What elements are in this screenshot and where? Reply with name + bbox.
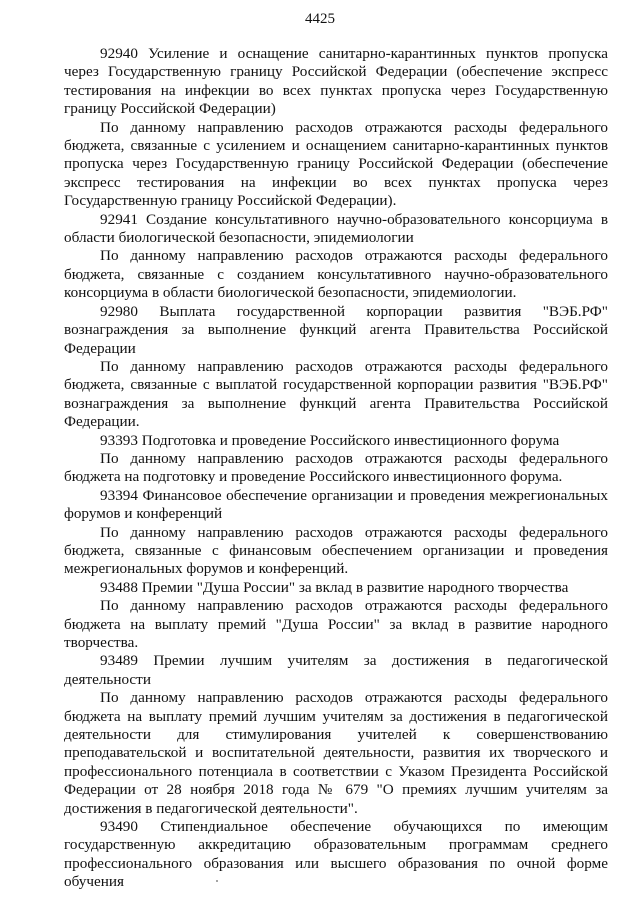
expense-description-93489: По данному направлению расходов отражаются расходы федерального бюджета на выплату премий лучшим учителям за достижения в педагогической деятельности для стимулирования учителей к совершенствованию преподавательской и воспитательной деятельности, развития их творческого и профессионального потенциала в соответствии с Указом Президента Российской Федерации от 28 ноября 2018 года № 679 "О премиях лучшим учителям за достижения в педагогической деятельности". xyxy=(64,689,608,817)
expense-code-title-93393: 93393 Подготовка и проведение Российского инвестиционного форума xyxy=(100,431,560,449)
expense-code-title-92941: 92941 Создание консультативного научно-образовательного консорциума в области биологической безопасности, эпидемиологии xyxy=(64,210,608,247)
expense-description-93488: По данному направлению расходов отражаются расходы федерального бюджета на выплату премий "Душа России" за вклад в развитие народного творчества. xyxy=(64,597,608,651)
expense-description-92980: По данному направлению расходов отражаются расходы федерального бюджета, связанные с выплатой государственной корпорации развития "ВЭБ.РФ" вознаграждения за выполнение функций агента Правительства Российской Федерации. xyxy=(64,357,608,431)
page-number: 4425 xyxy=(305,11,335,27)
expense-code-title-92940: 92940 Усиление и оснащение санитарно-карантинных пунктов пропуска через Государственную границу Российской Федерации (обеспечение экспресс тестирования на инфекции во всех пунктах пропуска через Государственную границу Российской Федерации) xyxy=(64,45,608,118)
expense-code-title-93489: 93489 Премии лучшим учителям за достижения в педагогической деятельности xyxy=(64,652,608,688)
expense-description-93394: По данному направлению расходов отражаются расходы федерального бюджета, связанные с финансовым обеспечением организации и проведения межрегиональных форумов и конференций. xyxy=(64,523,608,578)
expense-code-title-93394: 93394 Финансовое обеспечение организации и проведения межрегиональных форумов и конференций xyxy=(64,486,608,523)
expense-code-title-93488: 93488 Премии "Душа России" за вклад в развитие народного творчества xyxy=(100,578,569,596)
scan-speck xyxy=(216,880,218,882)
expense-description-92940: По данному направлению расходов отражаются расходы федерального бюджета, связанные с усилением и оснащением санитарно-карантинных пунктов пропуска через Государственную границу Российской Федерации (обеспечение экспресс тестирования на инфекции во всех пунктах пропуска через Государственную границу Российской Федерации). xyxy=(64,118,608,210)
expense-code-title-93490: 93490 Стипендиальное обеспечение обучающихся по имеющим государственную аккредитацию образовательным программам среднего профессионального образования или высшего образования по очной форме обучения xyxy=(64,818,608,891)
expense-code-title-92980: 92980 Выплата государственной корпорации развития "ВЭБ.РФ" вознаграждения за выполнение функций агента Правительства Российской Федерации xyxy=(64,302,608,357)
expense-description-92941: По данному направлению расходов отражаются расходы федерального бюджета, связанные с созданием консультативного научно-образовательного консорциума в области биологической безопасности, эпидемиологии. xyxy=(64,247,608,302)
document-body xyxy=(64,45,608,892)
expense-description-93393: По данному направлению расходов отражаются расходы федерального бюджета на подготовку и проведение Российского инвестиционного форума. xyxy=(64,449,608,486)
